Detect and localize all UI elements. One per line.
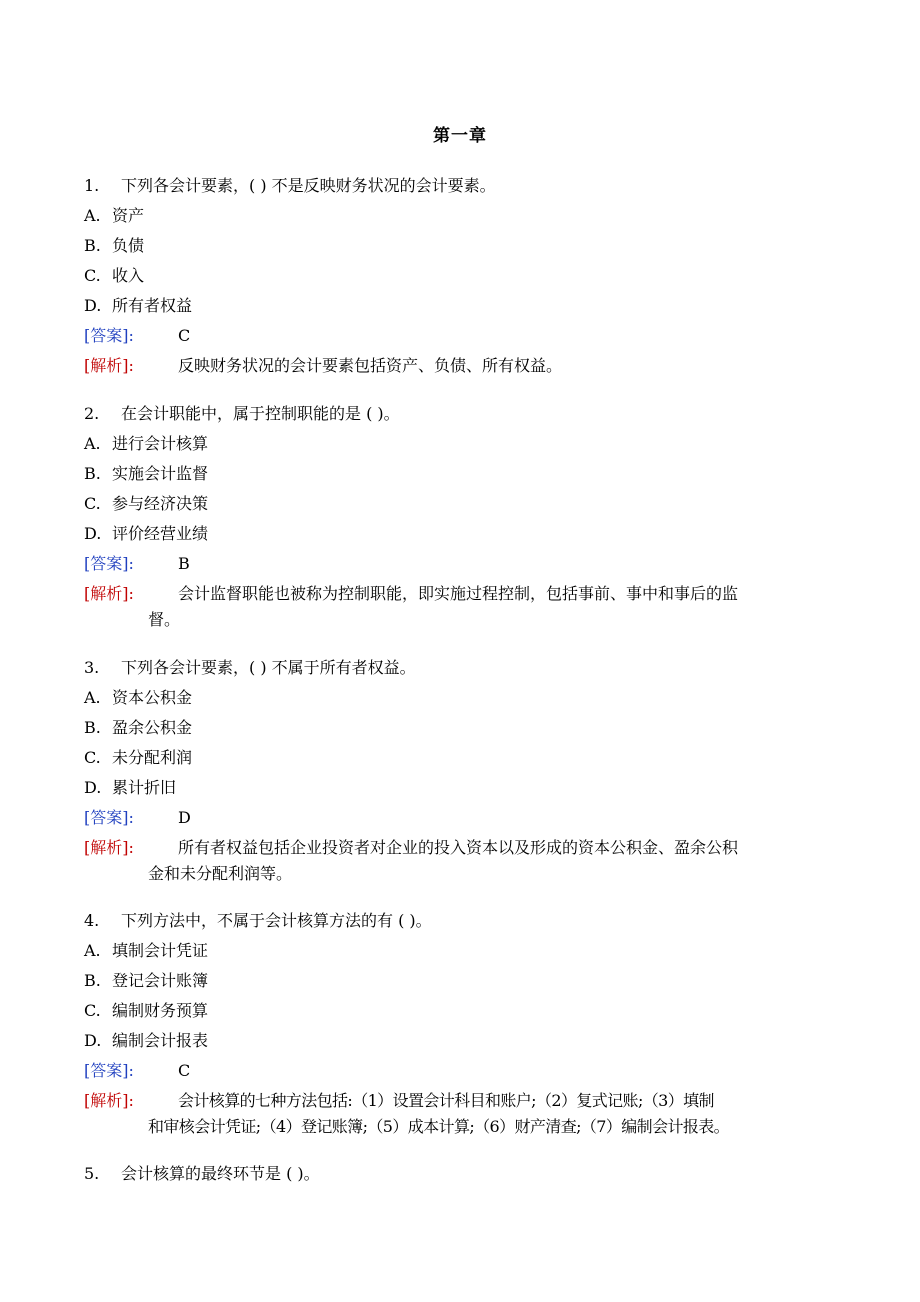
- option-text: 未分配利润: [112, 748, 193, 767]
- explanation-label: [解析]:: [84, 1091, 134, 1110]
- question-3-stem: [84, 658, 416, 678]
- option-text: 收入: [112, 266, 145, 285]
- option-letter: D.: [84, 778, 102, 797]
- question-number: 1.: [84, 176, 100, 195]
- question-1-stem: [84, 176, 496, 196]
- explanation-text: 会计监督职能也被称为控制职能，即实施过程控制，包括事前、事中和事后的监: [178, 584, 739, 603]
- option-text: 负债: [112, 236, 145, 255]
- option-text: 所有者权益: [112, 296, 193, 315]
- answer-label: [答案]:: [84, 554, 134, 573]
- option-text: 实施会计监督: [112, 464, 209, 483]
- explanation-label: [解析]:: [84, 356, 134, 375]
- explanation-text: 所有者权益包括企业投资者对企业的投入资本以及形成的资本公积金、盈余公积: [178, 838, 739, 857]
- question-number: 2.: [84, 404, 100, 423]
- option-letter: C.: [84, 494, 101, 513]
- option-letter: A.: [84, 941, 101, 960]
- question-text: 下列方法中，不属于会计核算方法的有 ( )。: [121, 911, 432, 930]
- question-2-answer: [84, 554, 190, 574]
- question-2-option-c: [84, 494, 208, 514]
- answer-label: [答案]:: [84, 808, 134, 827]
- question-number: 5.: [84, 1164, 100, 1183]
- question-text: 在会计职能中，属于控制职能的是 ( )。: [121, 404, 400, 423]
- answer-value: B: [178, 554, 190, 573]
- option-letter: B.: [84, 236, 101, 255]
- option-text: 填制会计凭证: [112, 941, 209, 960]
- question-5-stem: [84, 1164, 320, 1184]
- question-4-option-c: [84, 1001, 208, 1021]
- question-text: 下列各会计要素，( ) 不属于所有者权益。: [121, 658, 416, 677]
- option-text: 参与经济决策: [112, 494, 209, 513]
- option-text: 进行会计核算: [112, 434, 209, 453]
- explanation-text: 反映财务状况的会计要素包括资产、负债、所有权益。: [178, 356, 563, 375]
- explanation-label: [解析]:: [84, 584, 134, 603]
- answer-value: C: [178, 1061, 191, 1080]
- option-text: 资本公积金: [112, 688, 193, 707]
- option-letter: D.: [84, 1031, 102, 1050]
- question-3-option-d: [84, 778, 176, 798]
- option-text: 评价经营业绩: [112, 524, 209, 543]
- explanation-label: [解析]:: [84, 838, 134, 857]
- question-number: 3.: [84, 658, 100, 677]
- question-2-option-a: [84, 434, 208, 454]
- option-text: 编制会计报表: [112, 1031, 209, 1050]
- option-letter: C.: [84, 1001, 101, 1020]
- question-2-explanation: [84, 584, 738, 604]
- question-1-explanation: [84, 356, 562, 376]
- question-text: 下列各会计要素，( ) 不是反映财务状况的会计要素。: [121, 176, 496, 195]
- question-1-option-c: [84, 266, 144, 286]
- option-letter: A.: [84, 206, 101, 225]
- option-letter: C.: [84, 748, 101, 767]
- question-1-option-b: [84, 236, 144, 256]
- question-3-explanation-continued: 金和未分配利润等。: [148, 864, 293, 883]
- option-text: 登记会计账簿: [112, 971, 209, 990]
- question-1-answer: [84, 326, 190, 346]
- question-3-option-c: [84, 748, 192, 768]
- question-3-answer: [84, 808, 191, 828]
- question-4-explanation-continued: 和审核会计凭证;（4）登记账簿;（5）成本计算;（6）财产清查;（7）编制会计报表。: [148, 1117, 730, 1136]
- question-4-answer: [84, 1061, 190, 1081]
- question-2-option-d: [84, 524, 208, 544]
- question-2-option-b: [84, 464, 208, 484]
- question-3-option-a: [84, 688, 192, 708]
- answer-label: [答案]:: [84, 1061, 134, 1080]
- explanation-text: 会计核算的七种方法包括:（1）设置会计科目和账户;（2）复式记账;（3）填制: [178, 1091, 714, 1110]
- option-text: 编制财务预算: [112, 1001, 209, 1020]
- option-letter: A.: [84, 434, 101, 453]
- question-4-option-a: [84, 941, 208, 961]
- question-text: 会计核算的最终环节是 ( )。: [121, 1164, 320, 1183]
- question-number: 4.: [84, 911, 100, 930]
- answer-value: D: [178, 808, 191, 827]
- option-letter: D.: [84, 296, 102, 315]
- answer-value: C: [178, 326, 191, 345]
- question-3-explanation: [84, 838, 738, 858]
- question-2-explanation-continued: 督。: [148, 610, 181, 629]
- option-text: 累计折旧: [112, 778, 177, 797]
- option-text: 资产: [112, 206, 145, 225]
- question-4-explanation: [84, 1091, 714, 1111]
- question-2-stem: [84, 404, 400, 424]
- question-4-option-b: [84, 971, 208, 991]
- option-letter: B.: [84, 718, 101, 737]
- question-3-option-b: [84, 718, 192, 738]
- option-letter: C.: [84, 266, 101, 285]
- option-letter: A.: [84, 688, 101, 707]
- option-letter: D.: [84, 524, 102, 543]
- question-4-option-d: [84, 1031, 208, 1051]
- question-1-option-d: [84, 296, 192, 316]
- option-letter: B.: [84, 464, 101, 483]
- question-4-stem: [84, 911, 432, 931]
- question-1-option-a: [84, 206, 144, 226]
- option-text: 盈余公积金: [112, 718, 193, 737]
- answer-label: [答案]:: [84, 326, 134, 345]
- chapter-title: 第一章: [433, 126, 487, 146]
- option-letter: B.: [84, 971, 101, 990]
